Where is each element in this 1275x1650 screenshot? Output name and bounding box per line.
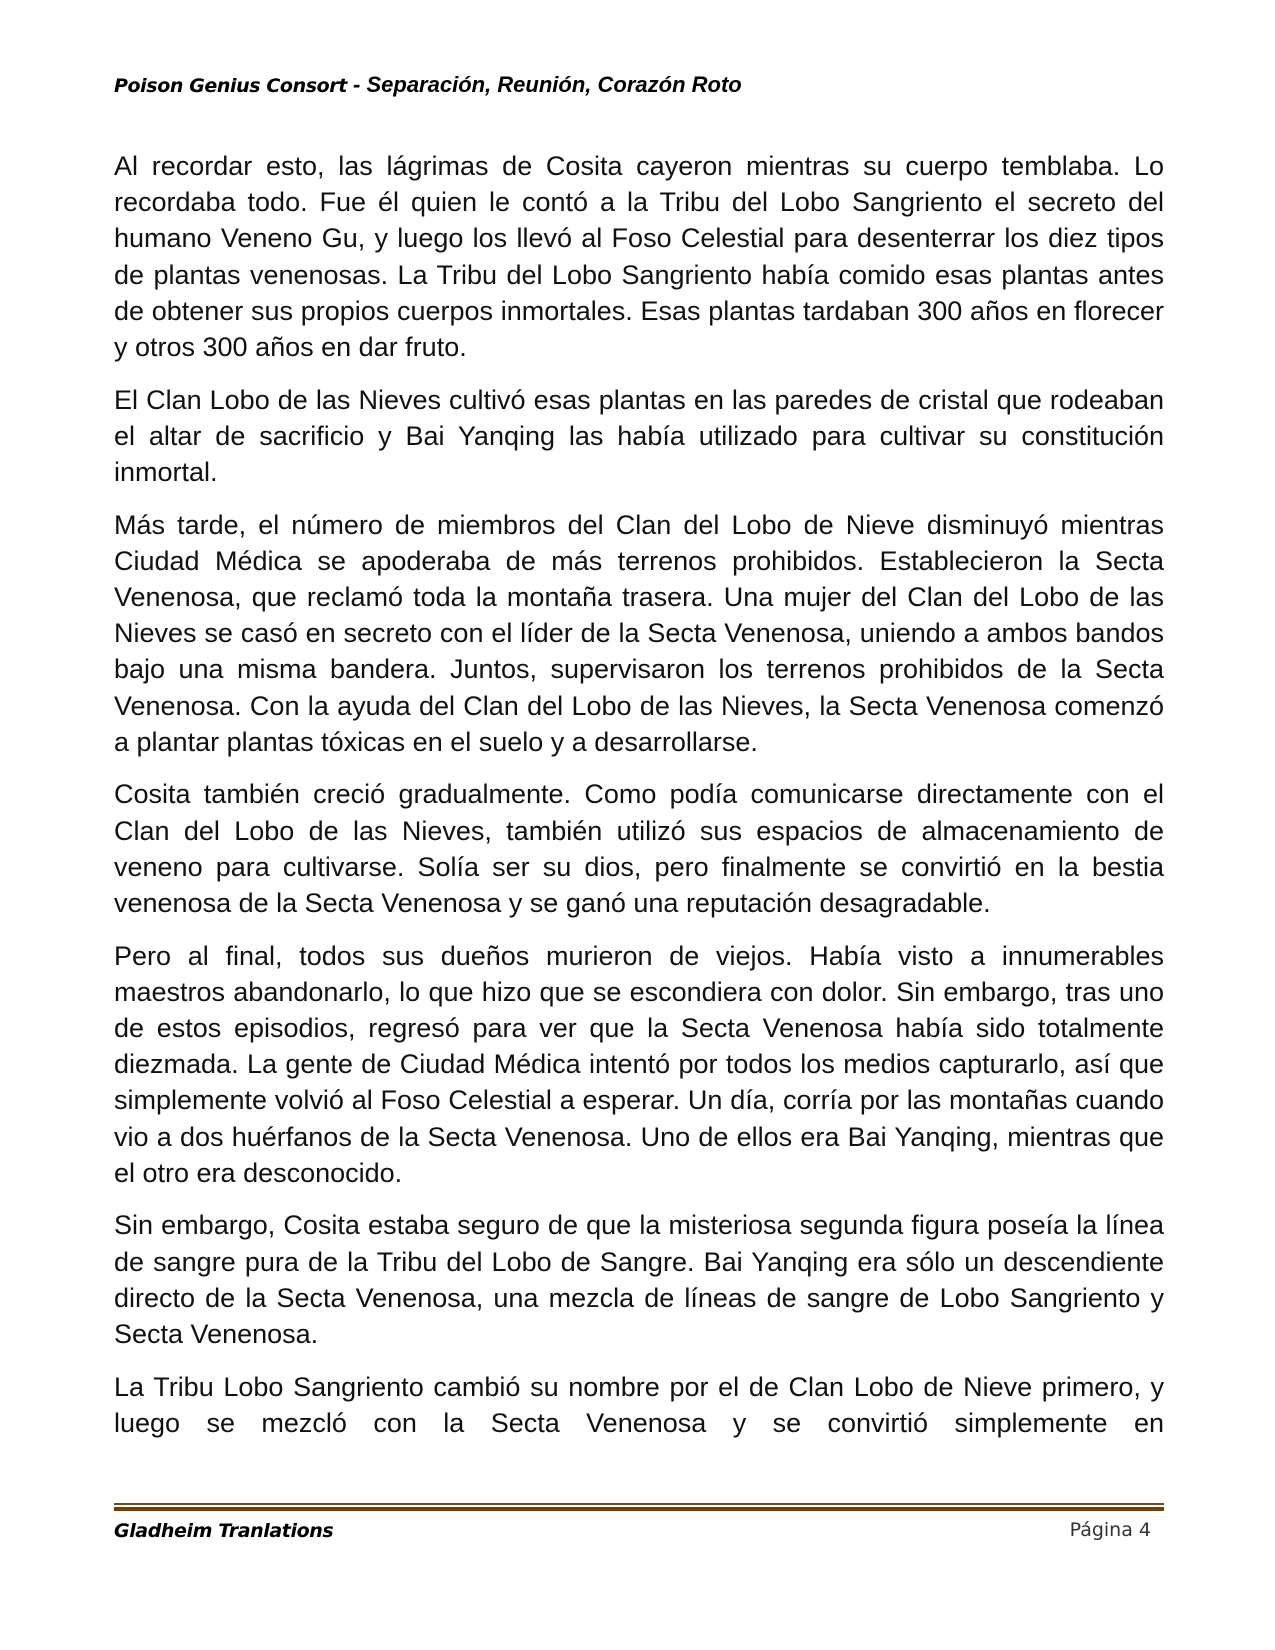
page-number: Página 4: [1069, 1519, 1151, 1541]
paragraph: Más tarde, el número de miembros del Clan del Lobo de Nieve disminuyó mientras Ciudad Médica se apoderaba de más terrenos prohibidos. Establecieron la Secta Venenosa, que reclamó toda la montaña trasera. Una mujer del Clan del Lobo de las Nieves se casó en secreto con el líder de la Secta Venenosa, uniendo a ambos bandos bajo una misma bandera. Juntos, supervisaron los terrenos prohibidos de la Secta Venenosa. Con la ayuda del Clan del Lobo de las Nieves, la Secta Venenosa comenzó a plantar plantas tóxicas en el suelo y a desarrollarse.: [114, 509, 1164, 757]
paragraph: Cosita también creció gradualmente. Como podía comunicarse directamente con el Clan del Lobo de las Nieves, también utilizó sus espacios de almacenamiento de veneno para cultivarse. Solía ser su dios, pero finalmente se convirtió en la bestia venenosa de la Secta Venenosa y se ganó una reputación desagradable.: [114, 779, 1164, 919]
footer-divider-thick: [114, 1507, 1164, 1511]
page-header: [114, 72, 1164, 106]
paragraph: Al recordar esto, las lágrimas de Cosita cayeron mientras su cuerpo temblaba. Lo recordaba todo. Fue él quien le contó a la Tribu del Lobo Sangriento el secreto del humano Veneno Gu, y luego los llevó al Foso Celestial para desenterrar los diez tipos de plantas venenosas. La Tribu del Lobo Sangriento había comido esas plantas antes de obtener sus propios cuerpos inmortales. Esas plantas tardaban 300 años en florecer y otros 300 años en dar fruto.: [114, 151, 1164, 363]
paragraph: Pero al final, todos sus dueños murieron de viejos. Había visto a innumerables maestros abandonarlo, lo que hizo que se escondiera con dolor. Sin embargo, tras uno de estos episodios, regresó para ver que la Secta Venenosa había sido totalmente diezmada. La gente de Ciudad Médica intentó por todos los medios capturarlo, así que simplemente volvió al Foso Celestial a esperar. Un día, corría por las montañas cuando vio a dos huérfanos de la Secta Venenosa. Uno de ellos era Bai Yanqing, mientras que el otro era desconocido.: [114, 940, 1164, 1188]
footer-publisher: Gladheim Tranlations: [114, 1520, 334, 1542]
body-text: [114, 148, 1164, 1457]
header-separator: -: [346, 72, 367, 97]
paragraph: Sin embargo, Cosita estaba seguro de que la misteriosa segunda figura poseía la línea de sangre pura de la Tribu del Lobo de Sangre. Bai Yanqing era sólo un descendiente directo de la Secta Venenosa, una mezcla de líneas de sangre de Lobo Sangriento y Secta Venenosa.: [114, 1210, 1164, 1350]
footer-divider-thin: [114, 1503, 1164, 1505]
paragraph: La Tribu Lobo Sangriento cambió su nombre por el de Clan Lobo de Nieve primero, y luego se mezcló con la Secta Venenosa y se convirtió simplemente en: [114, 1371, 1164, 1438]
book-title: Poison Genius Consort: [114, 75, 347, 97]
paragraph: El Clan Lobo de las Nieves cultivó esas plantas en las paredes de cristal que rodeaban el altar de sacrificio y Bai Yanqing las había utilizado para cultivar su constitución inmortal.: [114, 384, 1164, 488]
chapter-title: Separación, Reunión, Corazón Roto: [366, 72, 742, 97]
